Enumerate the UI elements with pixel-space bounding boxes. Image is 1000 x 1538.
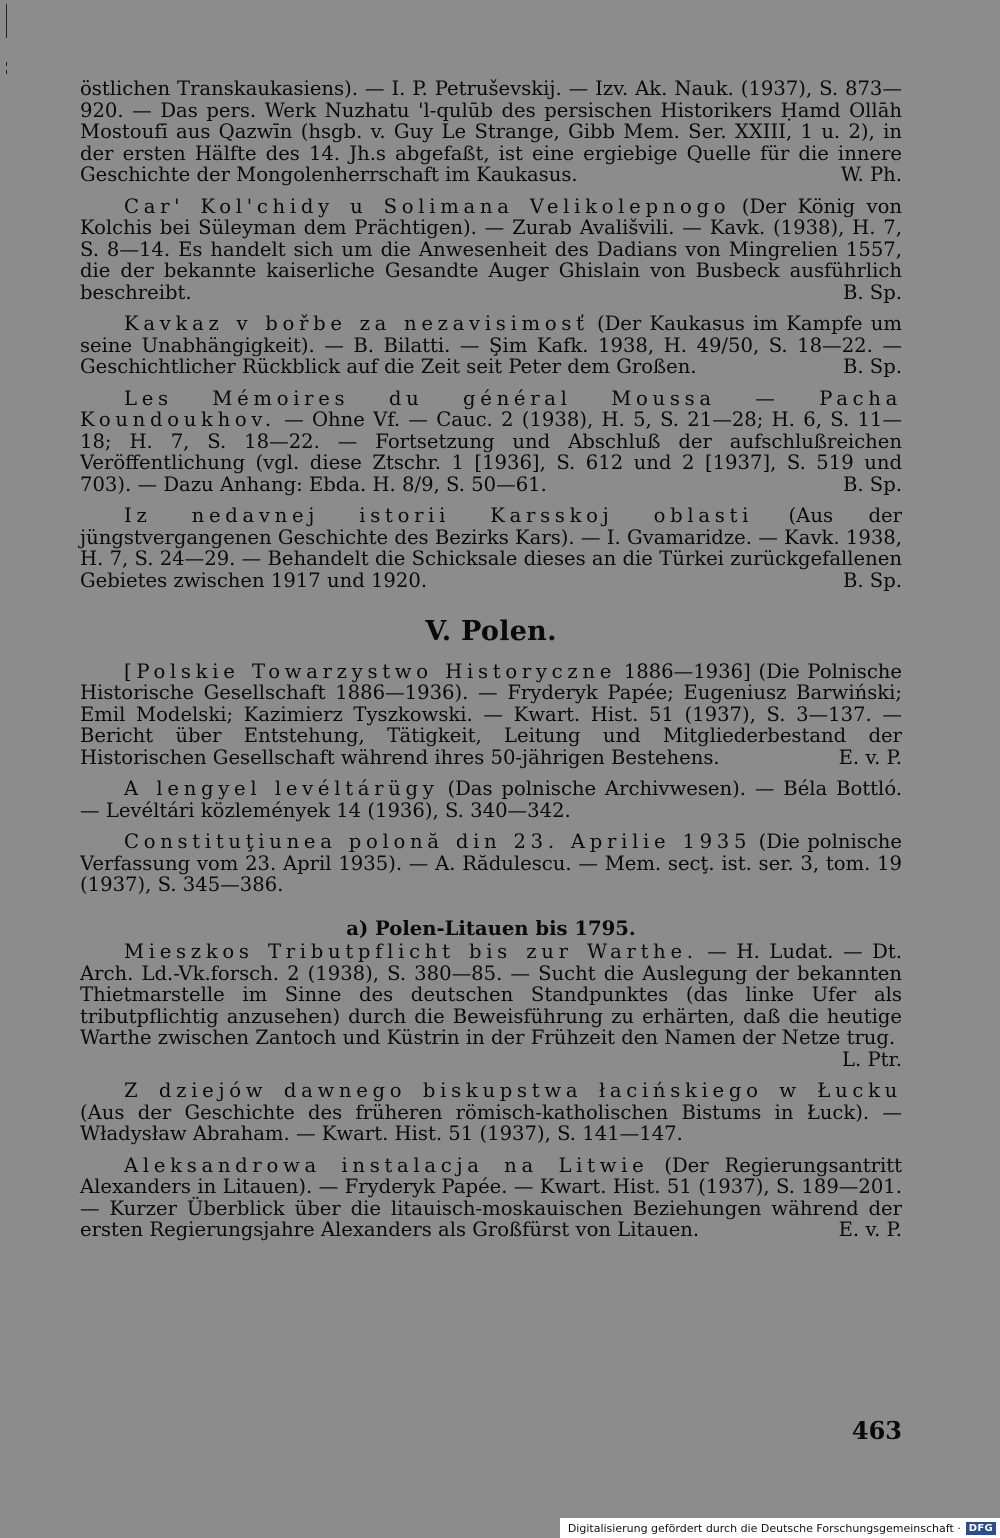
bibliography-entry xyxy=(80,505,902,591)
entry-title: A lengyel levéltárügy xyxy=(124,777,439,800)
reviewer-signature: W. Ph. xyxy=(840,163,902,186)
subsection-heading: a) Polen-Litauen bis 1795. xyxy=(346,916,636,940)
entry-text: (Aus der Geschichte des früheren römisch-katholischen Bistums in Łuck). — Władysław Abraham. — Kwart. Hist. 51 (1937), S. 141—147. xyxy=(80,1100,902,1145)
entry-text: — H. Ludat. — Dt. Arch. Ld.-Vk.forsch. 2 (1938), S. 380—85. — Sucht die Auslegung der bekannten Thietmarstelle im Sinne des deutschen Standpunktes (das linke Ufer als tributpflichtig anzusehen) durch die Beweisführung zu erhärten, daß die heutige Warthe zwischen Zantoch und Küstrin in der Frühzeit den Namen der Netze trug. xyxy=(80,940,902,1049)
dfg-logo: DFG xyxy=(966,1522,996,1535)
bibliography-entry xyxy=(80,1155,902,1241)
entry-text: — Ohne Vf. — Cauc. 2 (1938), H. 5, S. 21—28; H. 6, S. 11—18; H. 7, S. 18—22. — Fortsetzung und Abschluß der aufschlußreichen Veröffentlichung (vgl. diese Ztschr. 1 [1936], S. 612 und 2 [1937], S. 519 und 703). — Dazu Anhang: Ebda. H. 8/9, S. 50—61. xyxy=(80,408,902,496)
footer-text: Digitalisierung gefördert durch die Deutsche Forschungsgemeinschaft · xyxy=(567,1521,961,1535)
reviewer-signature: B. Sp. xyxy=(842,568,902,592)
reviewer-signature: E. v. P. xyxy=(838,1218,902,1241)
entry-text: (Die polnische Verfassung vom 23. April 1935). — A. Rădulescu. — Mem. secţ. ist. ser. 3, tom. 19 (1937), S. 345—386. xyxy=(80,830,902,896)
scan-edge-mark xyxy=(6,4,7,38)
bibliography-entry xyxy=(80,196,902,304)
bibliography-entry xyxy=(80,388,902,496)
entry-text: (Der Regierungsantritt Alexanders in Litauen). — Fryderyk Papée. — Kwart. Hist. 51 (1937), S. 189—201. — Kurzer Überblick über die litauisch-moskauischen Beziehungen während der ersten Regierungsjahre Alexanders als Großfürst von Litauen. xyxy=(80,1153,902,1241)
scan-edge-mark xyxy=(6,70,7,74)
entry-title: Z dziejów dawnego biskupstwa łacińskiego w Łucku xyxy=(124,1079,902,1102)
bibliography-entry xyxy=(80,778,902,821)
reviewer-signature: E. v. P. xyxy=(838,745,902,769)
bibliography-entry xyxy=(80,661,902,769)
bibliography-entry xyxy=(80,78,902,186)
entry-text: (Das polnische Archivwesen). — Béla Bottló. — Levéltári közlemények 14 (1936), S. 340—342. xyxy=(80,777,902,822)
reviewer-signature: B. Sp. xyxy=(842,472,902,496)
bibliography-entry xyxy=(80,1080,902,1145)
entry-text: (Aus der jüngstvergangenen Geschichte des Bezirks Kars). — I. Gvamaridze. — Kavk. 1938, H. 7, S. 24—29. — Behandelt die Schicksale dieses an die Türkei zurückgefallenen Gebietes zwischen 1917 und 1920. xyxy=(80,504,902,592)
entry-title: Kavkaz v bořbe za nezavisimosť xyxy=(124,312,589,335)
entry-text: 1886—1936] (Die Polnische Historische Gesellschaft 1886—1936). — Fryderyk Papée; Eugeniusz Barwiński; Emil Modelski; Kazimierz Tyszkowski. — Kwart. Hist. 51 (1937), S. 3—137. — Bericht über Entstehung, Tätigkeit, Leitung und Mitgliederbestand der Historischen Gesellschaft während ihres 50-jährigen Bestehens. xyxy=(80,659,903,769)
reviewer-signature: B. Sp. xyxy=(842,355,902,378)
entry-title: Mieszkos Tributpflicht bis zur Warthe. xyxy=(124,940,698,963)
entry-text: (Der König von Kolchis bei Süleyman dem Prächtigen). — Zurab Avališvili. — Kavk. (1938), H. 7, S. 8—14. Es handelt sich um die Anwesenheit des Dadians von Mingrelien 1557, die der bekannte kaiserliche Gesandte Auger Ghislain von Busbeck ausführlich beschreibt. xyxy=(80,194,903,304)
entry-text: östlichen Transkaukasiens). — I. P. Petruševskij. — Izv. Ak. Nauk. (1937), S. 873—920. — Das pers. Werk Nuzhatu 'l-qulūb des persischen Historikers Ḥamd Ollāh Mostoufī aus Qazwīn (hsgb. v. Guy Le Strange, Gibb Mem. Ser. XXIII, 1 u. 2), in der ersten Hälfte des 14. Jh.s abgefaßt, ist eine ergiebige Quelle für die innere Geschichte der Mongolenherrschaft im Kaukasus. xyxy=(80,77,902,186)
entry-title: Car' Kol'chidy u Solimana Velikolepnogo xyxy=(124,194,731,218)
scan-edge-mark xyxy=(6,62,7,66)
reviewer-signature: B. Sp. xyxy=(842,280,902,304)
bibliography-entry xyxy=(80,941,902,1070)
entry-title: Aleksandrowa instalacja na Litwie xyxy=(124,1153,649,1177)
entry-title: Iz nedavnej istorii Karsskoj oblasti xyxy=(124,504,754,527)
bibliography-entry xyxy=(80,313,902,378)
entry-title: Constituţiunea polonă din 23. Aprilie 1935 xyxy=(124,830,752,853)
section-heading: V. Polen. xyxy=(425,616,557,647)
reviewer-signature: L. Ptr. xyxy=(842,1047,902,1071)
entry-title: Les Mémoires du général Moussa — Pacha Koundoukhov. xyxy=(80,386,902,431)
page-number: 463 xyxy=(851,1416,902,1445)
bibliography-entry xyxy=(80,831,902,896)
entry-title: [Polskie Towarzystwo Historyczne xyxy=(124,659,616,683)
page-text-column xyxy=(80,78,902,1251)
digitization-footer xyxy=(560,1518,1000,1538)
entry-text: (Der Kaukasus im Kampfe um seine Unabhängigkeit). — B. Bilatti. — Şim Kafk. 1938, H. 49/50, S. 18—22. — Geschichtlicher Rückblick auf die Zeit seit Peter dem Großen. xyxy=(80,312,902,378)
